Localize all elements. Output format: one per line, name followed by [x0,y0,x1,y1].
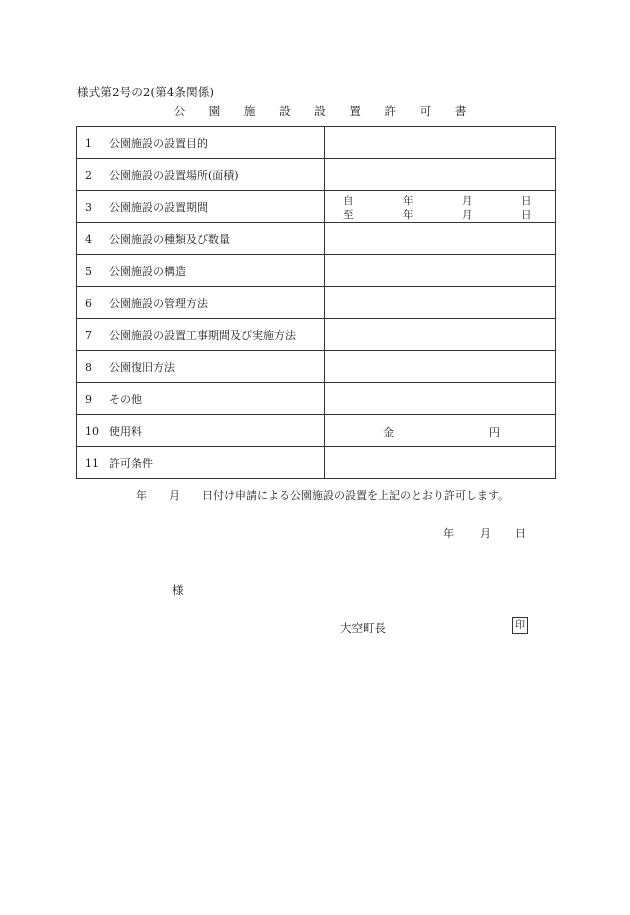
row-label-text: 公園施設の設置工事期間及び実施方法 [109,328,296,342]
table-row [77,447,556,479]
row-number: 1 [85,136,92,150]
row-label [77,415,325,447]
value-cell[interactable] [325,383,556,415]
addressee: 様 [172,583,184,597]
table-row [77,127,556,159]
row-label [77,255,325,287]
value-cell[interactable] [325,447,556,479]
row-number: 3 [85,200,92,214]
table-row [77,159,556,191]
form-number: 様式第2号の2(第4条関係) [77,85,215,99]
table-row [77,415,556,447]
row-number: 5 [85,264,92,278]
row-number: 6 [85,296,92,310]
period-from-year: 年 [403,195,414,207]
fee-suffix: 円 [489,426,500,439]
row-label [77,191,325,223]
period-from-day: 日 [521,195,532,207]
seal-mark: 印 [512,617,528,634]
table-row [77,191,556,223]
row-label-text: 許可条件 [109,456,153,470]
row-label [77,319,325,351]
row-label-text: 公園施設の管理方法 [109,296,208,310]
row-number: 10 [85,424,99,438]
permit-table [76,126,556,479]
row-label-text: 公園復旧方法 [109,360,175,374]
row-label-text: 公園施設の種類及び数量 [109,232,230,246]
table-row [77,383,556,415]
row-number: 7 [85,328,92,342]
value-cell[interactable] [325,255,556,287]
fee-prefix: 金 [383,426,394,439]
row-label-text: 使用料 [109,424,142,438]
row-label-text: 公園施設の構造 [109,264,186,278]
row-label-text: 公園施設の設置目的 [109,136,208,150]
row-label [77,223,325,255]
row-label-text: 公園施設の設置期間 [109,200,208,214]
value-cell[interactable] [325,159,556,191]
period-to-year: 年 [403,209,414,221]
row-label [77,287,325,319]
row-label [77,159,325,191]
row-label [77,447,325,479]
fee-cell[interactable] [325,415,556,447]
period-to: 至 [343,209,354,221]
issue-date-day: 日 [515,527,526,540]
value-cell[interactable] [325,287,556,319]
value-cell[interactable] [325,223,556,255]
value-cell[interactable] [325,127,556,159]
row-label [77,383,325,415]
table-row [77,319,556,351]
row-label-text: 公園施設の設置場所(面積) [109,168,239,182]
table-row [77,255,556,287]
value-cell[interactable] [325,319,556,351]
table-row [77,287,556,319]
row-number: 4 [85,232,92,246]
row-number: 11 [85,456,99,470]
row-label-text: その他 [109,392,142,406]
table-row [77,223,556,255]
period-from: 自 [343,195,354,207]
table-row [77,351,556,383]
row-label [77,127,325,159]
issue-date-month: 月 [480,527,491,540]
row-number: 2 [85,168,92,182]
row-number: 9 [85,392,92,406]
value-cell[interactable] [325,351,556,383]
row-number: 8 [85,360,92,374]
issuer-name: 大空町長 [340,621,386,635]
row-label [77,351,325,383]
period-to-month: 月 [462,209,473,221]
period-block [325,191,555,222]
period-cell[interactable] [325,191,556,223]
issue-date-year: 年 [443,527,454,540]
period-to-day: 日 [521,209,532,221]
permit-sentence: 年 月 日付け申請による公園施設の設置を上記のとおり許可します。 [136,489,510,502]
document-title: 公 園 施 設 設 置 許 可 書 [173,104,477,118]
fee-block [325,415,555,446]
period-from-month: 月 [462,195,473,207]
